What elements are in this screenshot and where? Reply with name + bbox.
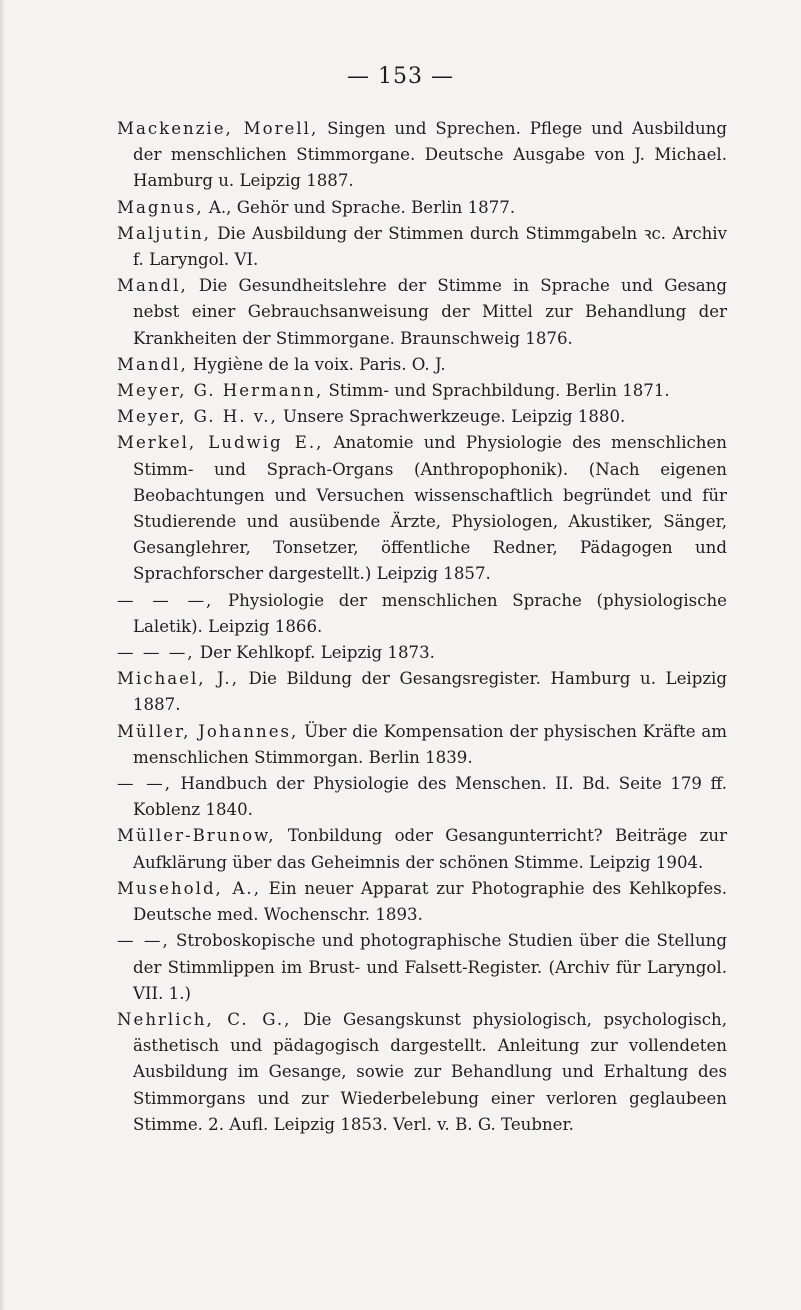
- entry-author: Mandl,: [117, 276, 188, 296]
- page-edge-shadow: [0, 0, 5, 1310]
- entry-text: Die Gesangskunst physiologisch, psychologisch, ästhetisch und pädagogisch dargestellt. Anleitung zur vollendeten Ausbildung im Gesange, sowie zur Behandlung und Erhaltung des Stimmorgans und zur Wiederbelebung einer verloren geglaubeen Stimme. 2. Aufl. Leipzig 1853. Verl. v. B. G. Teubner.: [133, 1009, 727, 1134]
- entry-text: Die Ausbildung der Stimmen durch Stimmgabeln ꝛc. Archiv f. Laryngol. VI.: [133, 223, 727, 270]
- entry-text: Stroboskopische und photographische Studien über die Stellung der Stimmlippen im Brust- und Falsett-Register. (Archiv für Laryngol. VII. 1.): [133, 931, 727, 1003]
- entry-text: Handbuch der Physiologie des Menschen. II. Bd. Seite 179 ff. Koblenz 1840.: [133, 774, 727, 820]
- bibliography-entry: [117, 1007, 727, 1138]
- bibliography-entry: [117, 928, 727, 1007]
- entry-text: Singen und Sprechen. Pflege und Ausbildung der menschlichen Stimmorgane. Deutsche Ausgabe von J. Michael. Hamburg u. Leipzig 1887.: [133, 119, 727, 191]
- bibliography-entry: [117, 666, 727, 718]
- bibliography-list: [117, 116, 727, 1138]
- entry-author: Musehold, A.,: [117, 878, 261, 898]
- bibliography-entry: [117, 588, 727, 640]
- entry-author: Michael, J.,: [117, 669, 239, 689]
- entry-text: Die Bildung der Gesangsregister. Hamburg u. Leipzig 1887.: [133, 669, 727, 715]
- entry-text: A., Gehör und Sprache. Berlin 1877.: [203, 197, 516, 217]
- bibliography-entry: [117, 221, 727, 273]
- entry-text: Die Gesundheitslehre der Stimme in Sprache und Gesang nebst einer Gebrauchsanweisung der Mittel zur Behandlung der Krankheiten der Stimmorgane. Braunschweig 1876.: [133, 276, 727, 348]
- entry-author: Mackenzie, Morell,: [117, 119, 319, 138]
- bibliography-entry: [117, 195, 727, 221]
- bibliography-entry: [117, 771, 727, 823]
- entry-text: Ein neuer Apparat zur Photographie des Kehlkopfes. Deutsche med. Wochenschr. 1893.: [133, 878, 727, 925]
- entry-author: — — —,: [117, 590, 214, 610]
- bibliography-entry: [117, 719, 727, 771]
- entry-author: Nehrlich, C. G.,: [117, 1009, 292, 1029]
- entry-text: Hygiène de la voix. Paris. O. J.: [187, 354, 446, 374]
- page-number: — 153 —: [347, 64, 454, 89]
- entry-text: Physiologie der menschlichen Sprache (physiologische Laletik). Leipzig 1866.: [133, 590, 727, 636]
- entry-text: Stimm- und Sprachbildung. Berlin 1871.: [323, 381, 670, 401]
- entry-author: Meyer, G. Hermann,: [117, 381, 324, 401]
- entry-text: Der Kehlkopf. Leipzig 1873.: [194, 643, 435, 663]
- bibliography-entry: [117, 116, 727, 195]
- entry-author: Merkel, Ludwig E.,: [117, 433, 324, 453]
- entry-author: — —,: [117, 774, 172, 794]
- entry-author: Müller, Johannes,: [117, 721, 299, 741]
- bibliography-entry: [117, 430, 727, 587]
- entry-author: Müller-Brunow,: [117, 826, 276, 846]
- entry-text: Anatomie und Physiologie des menschlichen Stimm- und Sprach-Organs (Anthropophonik). (Nach eigenen Beobachtungen und Versuchen wissenschaftlich begründet und für Studierende und ausübende Ärzte, Physiologen, Akustiker, Sänger, Gesanglehrer, Tonsetzer, öffentliche Redner, Pädagogen und Sprachforscher dargestellt.) Leipzig 1857.: [133, 433, 727, 584]
- bibliography-entry: [117, 640, 727, 666]
- entry-author: Maljutin,: [117, 223, 211, 243]
- entry-text: Tonbildung oder Gesangunterricht? Beiträge zur Aufklärung über das Geheimnis der schönen Stimme. Leipzig 1904.: [133, 826, 727, 872]
- bibliography-entry: [117, 273, 727, 352]
- entry-author: Mandl,: [117, 354, 188, 374]
- entry-author: Meyer, G. H. v.,: [117, 407, 278, 427]
- entry-author: — — —,: [117, 643, 195, 663]
- bibliography-entry: [117, 378, 727, 404]
- bibliography-entry: [117, 404, 727, 430]
- bibliography-entry: [117, 876, 727, 928]
- entry-author: — —,: [117, 931, 170, 951]
- bibliography-entry: [117, 823, 727, 875]
- entry-author: Magnus,: [117, 197, 204, 217]
- bibliography-entry: [117, 352, 727, 378]
- entry-text: Über die Kompensation der physischen Kräfte am menschlichen Stimmorgan. Berlin 1839.: [133, 721, 727, 767]
- entry-text: Unsere Sprachwerkzeuge. Leipzig 1880.: [277, 407, 626, 427]
